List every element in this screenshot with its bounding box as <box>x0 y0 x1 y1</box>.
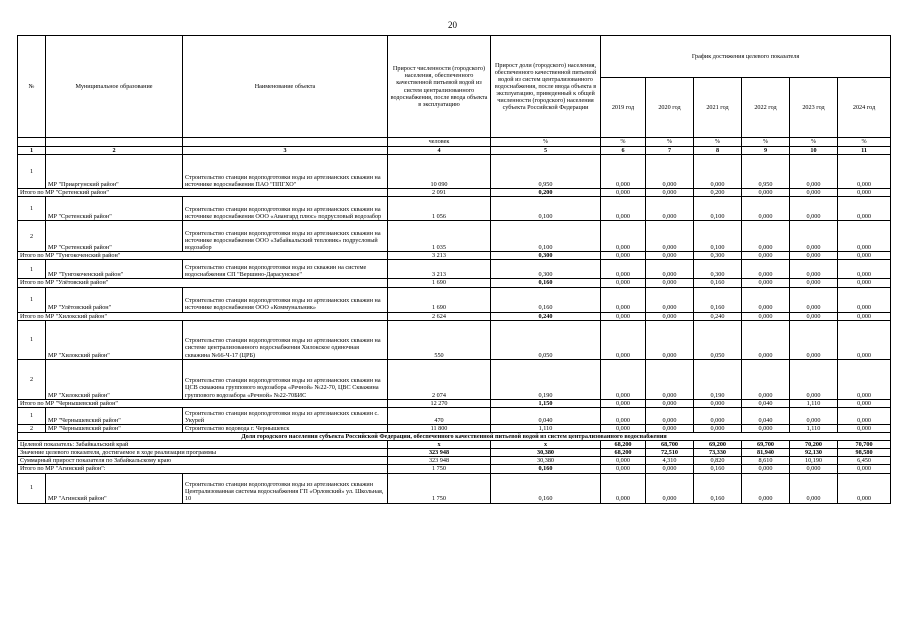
total-label: Итого по МР "Хилокский район" <box>18 312 388 320</box>
total-row <box>18 465 891 473</box>
value-cell: 0,000 <box>601 473 646 503</box>
value-cell: 0,000 <box>790 221 838 252</box>
value-cell: 1 035 <box>388 221 491 252</box>
total-row <box>18 189 891 197</box>
value-cell: 0,000 <box>838 155 891 189</box>
unit-cell: % <box>646 138 694 147</box>
value-cell: 0,000 <box>838 287 891 312</box>
municipality-cell: МР "Сретенский район" <box>46 221 183 252</box>
table-row <box>18 260 891 279</box>
value-cell: 0,100 <box>491 197 601 221</box>
value-cell: 0,000 <box>601 312 646 320</box>
summary-label: Значение целевого показателя, достигаемое в ходе реализации программы <box>18 449 388 457</box>
header-year: 2023 год <box>790 78 838 138</box>
total-row <box>18 399 891 407</box>
value-cell: 0,000 <box>646 407 694 424</box>
unit-cell: % <box>742 138 790 147</box>
value-cell: 0,300 <box>491 252 601 260</box>
column-number: 5 <box>491 147 601 155</box>
section-title: Доля городского населения субъекта Российской Федерации, обеспеченного качественной питьевой водой из систем централизованного водоснабжения <box>18 432 891 440</box>
value-cell: x <box>491 441 601 449</box>
value-cell: 0,000 <box>646 320 694 359</box>
value-cell: 0,000 <box>601 279 646 287</box>
value-cell: 0,000 <box>790 252 838 260</box>
value-cell: 0,000 <box>601 407 646 424</box>
total-label: Итого по МР "Чернышевский район" <box>18 399 388 407</box>
value-cell: 11 800 <box>388 424 491 432</box>
object-name-cell: Строительство станции водоподготовки воды из артезианских скважин на источнике водоснабжения ООО «Забайкальский тепловик» подрусловый водозабор <box>183 221 388 252</box>
object-name-cell: Строительство станции водоподготовки воды из артезианских скважин на ЦСВ скважина группового водозабора «Речной» №22-70, ЦВС Скважина группового водозабора «Речной» №22-70БИС <box>183 359 388 399</box>
value-cell: 0,000 <box>838 221 891 252</box>
header-year: 2021 год <box>694 78 742 138</box>
value-cell: 0,000 <box>646 359 694 399</box>
value-cell: 0,000 <box>694 424 742 432</box>
value-cell: 0,000 <box>838 252 891 260</box>
value-cell: 1 690 <box>388 279 491 287</box>
value-cell: 0,000 <box>601 260 646 279</box>
value-cell: 0,160 <box>694 465 742 473</box>
value-cell: 1 750 <box>388 465 491 473</box>
value-cell: 0,000 <box>838 320 891 359</box>
value-cell: 0,000 <box>742 197 790 221</box>
value-cell: 0,000 <box>646 465 694 473</box>
header-object-name: Наименование объекта <box>183 36 388 138</box>
value-cell: 0,000 <box>742 320 790 359</box>
table-row <box>18 359 891 399</box>
object-name-cell: Строительство станции водоподготовки воды из артезианских скважин на источнике водоснабжения ПАО "ППГХО" <box>183 155 388 189</box>
value-cell: 0,160 <box>694 279 742 287</box>
value-cell: 0,190 <box>694 359 742 399</box>
unit-cell: % <box>491 138 601 147</box>
column-number: 8 <box>694 147 742 155</box>
value-cell: 0,040 <box>491 407 601 424</box>
unit-cell: % <box>790 138 838 147</box>
value-cell: 0,000 <box>601 457 646 465</box>
value-cell: 0,000 <box>838 424 891 432</box>
value-cell: 470 <box>388 407 491 424</box>
value-cell: 70,200 <box>790 441 838 449</box>
column-number: 6 <box>601 147 646 155</box>
value-cell: 0,000 <box>646 260 694 279</box>
value-cell: 0,000 <box>790 189 838 197</box>
unit-cell <box>46 138 183 147</box>
value-cell: 1,110 <box>790 399 838 407</box>
value-cell: 70,700 <box>838 441 891 449</box>
value-cell: 6,450 <box>838 457 891 465</box>
value-cell: 1,110 <box>790 424 838 432</box>
summary-label: Суммарный прирост показателя по Забайкальскому краю <box>18 457 388 465</box>
table-body <box>18 155 891 503</box>
value-cell: 0,000 <box>646 189 694 197</box>
object-name-cell: Строительство станции водоподготовки воды из артезианских скважин с. Укурей <box>183 407 388 424</box>
value-cell: 0,000 <box>646 312 694 320</box>
value-cell: 1,150 <box>491 399 601 407</box>
value-cell: 81,940 <box>742 449 790 457</box>
header-no: № <box>18 36 46 138</box>
value-cell: 0,000 <box>742 279 790 287</box>
value-cell: 0,000 <box>601 155 646 189</box>
summary-label: Целевой показатель: Забайкальский край <box>18 441 388 449</box>
value-cell: 0,000 <box>838 399 891 407</box>
total-label: Итого по МР "Улётовский район" <box>18 279 388 287</box>
value-cell: 0,000 <box>742 424 790 432</box>
municipality-cell: МР "Хилокский район" <box>46 320 183 359</box>
value-cell: 0,000 <box>601 221 646 252</box>
table-row <box>18 407 891 424</box>
table-row <box>18 155 891 189</box>
column-number: 2 <box>46 147 183 155</box>
column-number: 9 <box>742 147 790 155</box>
value-cell: 0,000 <box>742 359 790 399</box>
value-cell: 3 213 <box>388 252 491 260</box>
value-cell: 0,000 <box>742 221 790 252</box>
value-cell: 0,000 <box>601 424 646 432</box>
object-name-cell: Строительство станции водоподготовки воды из артезианских скважин Централизованная система водоснабжения ГП «Орловский» ул. Школьная, 10 <box>183 473 388 503</box>
summary-row <box>18 441 891 449</box>
value-cell: 0,000 <box>742 189 790 197</box>
total-row <box>18 312 891 320</box>
value-cell: 323 948 <box>388 457 491 465</box>
value-cell: 0,100 <box>694 221 742 252</box>
value-cell: 0,190 <box>491 359 601 399</box>
value-cell: 323 948 <box>388 449 491 457</box>
value-cell: 68,200 <box>601 449 646 457</box>
value-cell: 2 074 <box>388 359 491 399</box>
value-cell: 0,000 <box>742 465 790 473</box>
value-cell: 0,160 <box>491 279 601 287</box>
value-cell: 0,000 <box>790 312 838 320</box>
value-cell: 0,000 <box>742 473 790 503</box>
object-name-cell: Строительство станции водоподготовки воды из артезианских скважин на системе централизованного водоснабжения Хилокское одиночная скважина №66-Ч-17 (ЦРБ) <box>183 320 388 359</box>
value-cell: 68,200 <box>601 441 646 449</box>
value-cell: 0,200 <box>694 189 742 197</box>
value-cell: 550 <box>388 320 491 359</box>
value-cell: 1 750 <box>388 473 491 503</box>
unit-cell: человек <box>388 138 491 147</box>
value-cell: 10 090 <box>388 155 491 189</box>
value-cell: 92,130 <box>790 449 838 457</box>
value-cell: 0,000 <box>601 252 646 260</box>
object-name-cell: Строительство водовода г. Чернышевск <box>183 424 388 432</box>
header-year: 2019 год <box>601 78 646 138</box>
value-cell: 0,240 <box>694 312 742 320</box>
column-number: 1 <box>18 147 46 155</box>
value-cell: 0,000 <box>646 399 694 407</box>
value-cell: 0,040 <box>742 407 790 424</box>
value-cell: 0,300 <box>491 260 601 279</box>
municipality-cell: МР "Агинский район" <box>46 473 183 503</box>
value-cell: 0,100 <box>491 221 601 252</box>
unit-cell: % <box>694 138 742 147</box>
value-cell: 0,000 <box>790 465 838 473</box>
value-cell: 12 270 <box>388 399 491 407</box>
value-cell: 98,580 <box>838 449 891 457</box>
value-cell: 0,000 <box>601 287 646 312</box>
row-number: 1 <box>18 197 46 221</box>
header-year: 2022 год <box>742 78 790 138</box>
value-cell: 0,000 <box>646 287 694 312</box>
value-cell: 0,000 <box>694 155 742 189</box>
table-row <box>18 221 891 252</box>
column-number: 10 <box>790 147 838 155</box>
value-cell: 0,000 <box>646 252 694 260</box>
header-year: 2020 год <box>646 78 694 138</box>
value-cell: 0,000 <box>601 197 646 221</box>
object-name-cell: Строительство станции водоподготовки воды из артезианских скважин на источнике водоснабжения ООО «Авангард плюс» подрусловый водозабор <box>183 197 388 221</box>
table-row <box>18 473 891 503</box>
value-cell: 0,000 <box>790 197 838 221</box>
municipality-cell: МР "Хилокский район" <box>46 359 183 399</box>
value-cell: 0,000 <box>838 407 891 424</box>
unit-cell <box>18 138 46 147</box>
row-number: 2 <box>18 424 46 432</box>
value-cell: 0,820 <box>694 457 742 465</box>
table-row <box>18 424 891 432</box>
unit-cell: % <box>838 138 891 147</box>
value-cell: 0,160 <box>491 473 601 503</box>
value-cell: 0,050 <box>694 320 742 359</box>
value-cell: 0,000 <box>646 424 694 432</box>
value-cell: 0,000 <box>694 399 742 407</box>
value-cell: 0,050 <box>491 320 601 359</box>
value-cell: 0,000 <box>601 465 646 473</box>
value-cell: 0,000 <box>742 312 790 320</box>
value-cell: 0,160 <box>491 465 601 473</box>
value-cell: 0,000 <box>646 473 694 503</box>
municipality-cell: МР "Сретенский район" <box>46 197 183 221</box>
unit-cell: % <box>601 138 646 147</box>
row-number: 1 <box>18 473 46 503</box>
value-cell: 1 056 <box>388 197 491 221</box>
value-cell: 0,000 <box>601 359 646 399</box>
value-cell: 72,510 <box>646 449 694 457</box>
row-number: 1 <box>18 155 46 189</box>
value-cell: 0,000 <box>838 189 891 197</box>
row-number: 1 <box>18 287 46 312</box>
table-row <box>18 320 891 359</box>
value-cell: 30,380 <box>491 449 601 457</box>
value-cell: 69,700 <box>742 441 790 449</box>
value-cell: 10,190 <box>790 457 838 465</box>
row-number: 2 <box>18 221 46 252</box>
value-cell: 0,000 <box>838 197 891 221</box>
value-cell: 0,000 <box>790 407 838 424</box>
value-cell: 0,000 <box>694 407 742 424</box>
unit-cell <box>183 138 388 147</box>
header-share-growth: Прирост доли (городского) населения, обеспеченного качественной питьевой водой из систем централизованного водоснабжения, после ввода объекта в эксплуатацию, приведенный к общей численности (городского) населения субъекта Российской Федерации <box>491 36 601 138</box>
total-label: Итого по МР "Сретенский район" <box>18 189 388 197</box>
value-cell: 0,000 <box>646 155 694 189</box>
value-cell: 0,240 <box>491 312 601 320</box>
value-cell: 0,000 <box>742 260 790 279</box>
value-cell: 30,380 <box>491 457 601 465</box>
municipality-cell: МР "Чернышевский район" <box>46 407 183 424</box>
municipality-cell: МР "Улётовский район" <box>46 287 183 312</box>
value-cell: 0,160 <box>694 473 742 503</box>
value-cell: 3 213 <box>388 260 491 279</box>
total-label: Итого по МР "Агинский район": <box>18 465 388 473</box>
row-number: 1 <box>18 320 46 359</box>
header-year: 2024 год <box>838 78 891 138</box>
value-cell: 0,000 <box>646 279 694 287</box>
header-schedule: График достижения целевого показателя <box>601 36 891 78</box>
value-cell: 0,000 <box>790 279 838 287</box>
value-cell: 0,000 <box>742 287 790 312</box>
municipality-cell: МР "Чернышевский район" <box>46 424 183 432</box>
value-cell: 73,330 <box>694 449 742 457</box>
column-number: 11 <box>838 147 891 155</box>
value-cell: 0,040 <box>742 399 790 407</box>
column-number: 4 <box>388 147 491 155</box>
row-number: 1 <box>18 407 46 424</box>
value-cell: 0,100 <box>694 197 742 221</box>
value-cell: 0,000 <box>646 221 694 252</box>
municipality-cell: МР "Тунгокоченский район" <box>46 260 183 279</box>
table-row <box>18 287 891 312</box>
value-cell: 0,000 <box>646 197 694 221</box>
value-cell: 0,000 <box>742 252 790 260</box>
column-number: 3 <box>183 147 388 155</box>
value-cell: 0,200 <box>491 189 601 197</box>
value-cell: 1,110 <box>491 424 601 432</box>
municipality-cell: МР "Приаргунский район" <box>46 155 183 189</box>
value-cell: 0,000 <box>601 189 646 197</box>
value-cell: 0,000 <box>790 359 838 399</box>
value-cell: 0,000 <box>790 320 838 359</box>
value-cell: 0,000 <box>790 287 838 312</box>
value-cell: 0,950 <box>742 155 790 189</box>
value-cell: x <box>388 441 491 449</box>
value-cell: 0,000 <box>601 320 646 359</box>
table-row <box>18 197 891 221</box>
value-cell: 2 091 <box>388 189 491 197</box>
table-header <box>18 36 891 155</box>
value-cell: 0,000 <box>838 260 891 279</box>
value-cell: 0,000 <box>790 473 838 503</box>
summary-row <box>18 449 891 457</box>
value-cell: 8,610 <box>742 457 790 465</box>
column-number: 7 <box>646 147 694 155</box>
target-indicator-table <box>17 35 891 504</box>
value-cell: 4,310 <box>646 457 694 465</box>
value-cell: 0,000 <box>838 359 891 399</box>
row-number: 2 <box>18 359 46 399</box>
value-cell: 0,160 <box>694 287 742 312</box>
total-row <box>18 279 891 287</box>
row-number: 1 <box>18 260 46 279</box>
section-title-row <box>18 432 891 440</box>
header-municipality: Муниципальное образование <box>46 36 183 138</box>
value-cell: 0,950 <box>491 155 601 189</box>
value-cell: 0,000 <box>838 279 891 287</box>
summary-row <box>18 457 891 465</box>
value-cell: 0,000 <box>838 473 891 503</box>
value-cell: 0,000 <box>601 399 646 407</box>
object-name-cell: Строительство станции водоподготовки воды из скважин на системе водоснабжения СП "Вершино-Дарасунское" <box>183 260 388 279</box>
value-cell: 0,000 <box>838 312 891 320</box>
value-cell: 0,160 <box>491 287 601 312</box>
value-cell: 2 624 <box>388 312 491 320</box>
value-cell: 0,300 <box>694 252 742 260</box>
value-cell: 1 690 <box>388 287 491 312</box>
object-name-cell: Строительство станции водоподготовки воды из артезианских скважин на источнике водоснабжения ООО «Коммунальник» <box>183 287 388 312</box>
total-label: Итого по МР "Тунгокоченский район" <box>18 252 388 260</box>
total-row <box>18 252 891 260</box>
header-population-growth: Прирост численности (городского) населения, обеспеченного качественной питьевой водой из систем централизованного водоснабжения, после ввода объекта в эксплуатацию <box>388 36 491 138</box>
value-cell: 0,000 <box>838 465 891 473</box>
value-cell: 68,700 <box>646 441 694 449</box>
page-number: 20 <box>448 20 457 30</box>
value-cell: 69,200 <box>694 441 742 449</box>
value-cell: 0,300 <box>694 260 742 279</box>
value-cell: 0,000 <box>790 260 838 279</box>
value-cell: 0,000 <box>790 155 838 189</box>
